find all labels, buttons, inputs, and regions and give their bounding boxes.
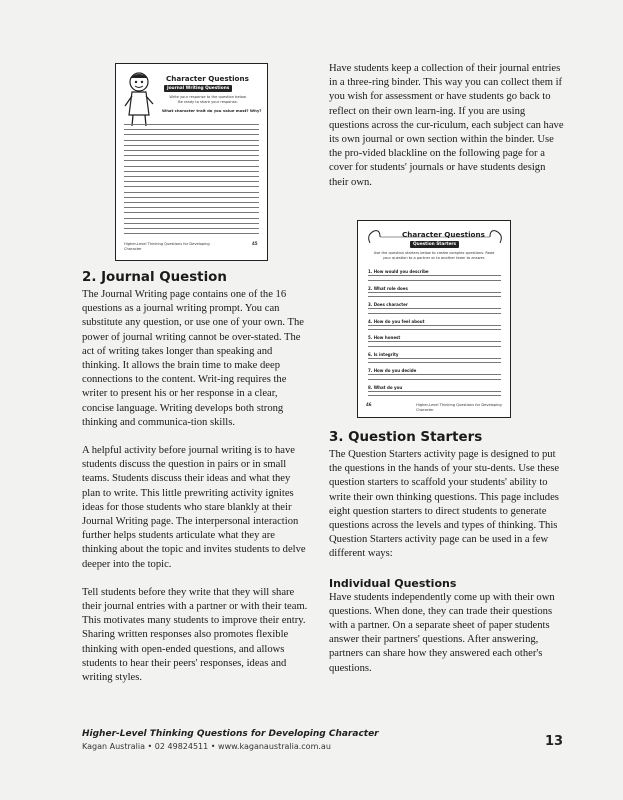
answer-line	[368, 379, 501, 380]
thumbnail-banner: Journal Writing Questions	[164, 85, 232, 92]
writing-line	[124, 197, 259, 198]
starter-item: 1. How would you describe	[368, 269, 429, 274]
writing-line	[124, 155, 259, 156]
journal-question-heading: 2. Journal Question	[82, 270, 227, 285]
starter-item: 4. How do you feel about	[368, 318, 425, 324]
writing-line	[124, 171, 259, 172]
paragraph: The Question Starters activity page is designed to put the questions in the hands of your stu-dents. Use these question starters to scaffold your students' ability to write their own thinking questions. This page includes eight question starters to direct students to generate questions across the levels and types of thinking. This Question Starters activity page can be used in a few different ways:	[329, 449, 560, 560]
thumbnail-title: Character Questions	[166, 74, 249, 83]
answer-line	[368, 391, 501, 392]
writing-line	[124, 223, 259, 224]
writing-line	[124, 186, 259, 187]
writing-line	[124, 166, 259, 167]
paragraph: A helpful activity before journal writing is to have students discuss the question in pairs or in small teams. Students discuss their ideas and what they plan to write. This little prewriting activity ignites ideas for those students who stare blankly at their Journal Writing page. The interpersonal interaction further helps students articulate what they are thinking about the topic and invites students to delve deeper into the topic.	[82, 445, 306, 570]
answer-line	[368, 308, 501, 309]
writing-line	[124, 228, 259, 229]
thumbnail-question: What character trait do you value most? Why?	[162, 108, 262, 113]
writing-line	[124, 129, 259, 130]
answer-line	[368, 346, 501, 347]
starter-item: 7. How do you decide	[368, 368, 417, 373]
thumbnail-banner: Question Starters	[410, 241, 459, 248]
thumbnail-footer: Higher-Level Thinking Questions for Developing Character	[124, 242, 210, 251]
writing-line	[124, 192, 259, 193]
writing-line	[124, 207, 259, 208]
writing-line	[124, 160, 259, 161]
answer-line	[368, 275, 501, 276]
answer-line	[368, 280, 501, 281]
thumbnail-instructions: Use the question starters below to create complex questions. Read your question to a partner or to another team to answer.	[373, 251, 495, 260]
left-column	[82, 270, 310, 699]
answer-line	[368, 362, 501, 363]
footer-book-title: Higher-Level Thinking Questions for Developing Character	[82, 729, 379, 739]
writing-line	[124, 150, 259, 151]
paragraph: Tell students before they write that they will share their journal entries with a partner or with their team. This motivates many students to improve their entry. Sharing written responses also promotes flexible thinking with open-ended questions, and allows students to hear their peers' responses, ideas and writing styles.	[82, 586, 308, 684]
answer-line	[368, 358, 501, 359]
writing-line	[124, 134, 259, 135]
answer-line	[368, 329, 501, 330]
writing-line	[124, 181, 259, 182]
question-starters-thumbnail	[357, 220, 511, 418]
thumbnail-footer: Higher-Level Thinking Questions for Developing Character	[416, 403, 502, 412]
paragraph: Have students independently come up with their own questions. When done, they can trade their questions with a partner. On a separate sheet of paper students answer their partners' questions. After answering, partners can share how they answered each other's questions.	[329, 591, 555, 674]
writing-line	[124, 145, 259, 146]
paragraph: Have students keep a collection of their journal entries in a three-ring binder. This way you can collect them if you wish for assessment or have students go back to reflect on their own learn-ing. If you are using questions across the cur-riculum, each subject can have its own journal or own section within the binder. Use the pro-vided blackline on the following page for a cover for students' journals or have students design their own.	[329, 63, 564, 188]
writing-line	[124, 202, 259, 203]
question-starters-heading: 3. Question Starters	[329, 430, 483, 445]
footer-publisher: Kagan Australia • 02 49824511 • www.kaganaustralia.com.au	[82, 742, 331, 751]
answer-line	[368, 313, 501, 314]
starter-item: 8. What do you	[368, 384, 403, 390]
answer-line	[368, 296, 501, 297]
writing-line	[124, 233, 259, 234]
writing-line	[124, 218, 259, 219]
thumbnail-title: Character Questions	[402, 230, 485, 239]
thumbnail-page-number: 46	[366, 402, 372, 407]
cartoon-character-icon	[122, 70, 156, 130]
answer-line	[368, 374, 501, 375]
writing-line	[124, 140, 259, 141]
paragraph: The Journal Writing page contains one of the 16 questions as a journal writing prompt. You can substitute any question, or use one of your own. The power of journal writing cannot be over-stated. The act of writing takes longer than speaking and thinking. It allows the brain time to make deep connections to the content. Writ-ing requires the writer to present his or her response in a clear, concise language. Writing develops both strong thinking and communica-tion skills.	[82, 289, 304, 428]
journal-writing-thumbnail	[115, 63, 268, 261]
thumbnail-instructions: Write your response to the question below. Be ready to share your response.	[169, 95, 247, 104]
starter-item: 6. Is integrity	[368, 351, 399, 357]
starter-item: 3. Does character	[368, 302, 408, 307]
answer-line	[368, 395, 501, 396]
answer-line	[368, 292, 501, 293]
individual-questions-heading: Individual Questions	[329, 576, 457, 590]
answer-line	[368, 325, 501, 326]
writing-line	[124, 176, 259, 177]
starter-item: 2. What role does	[368, 285, 408, 291]
writing-line	[124, 124, 259, 125]
answer-line	[368, 341, 501, 342]
page-number: 13	[545, 734, 564, 749]
starter-item: 5. How honest	[368, 335, 401, 340]
writing-line	[124, 212, 259, 213]
right-column-intro	[329, 62, 565, 204]
right-column	[329, 430, 565, 690]
thumbnail-page-number: 45	[252, 241, 258, 246]
